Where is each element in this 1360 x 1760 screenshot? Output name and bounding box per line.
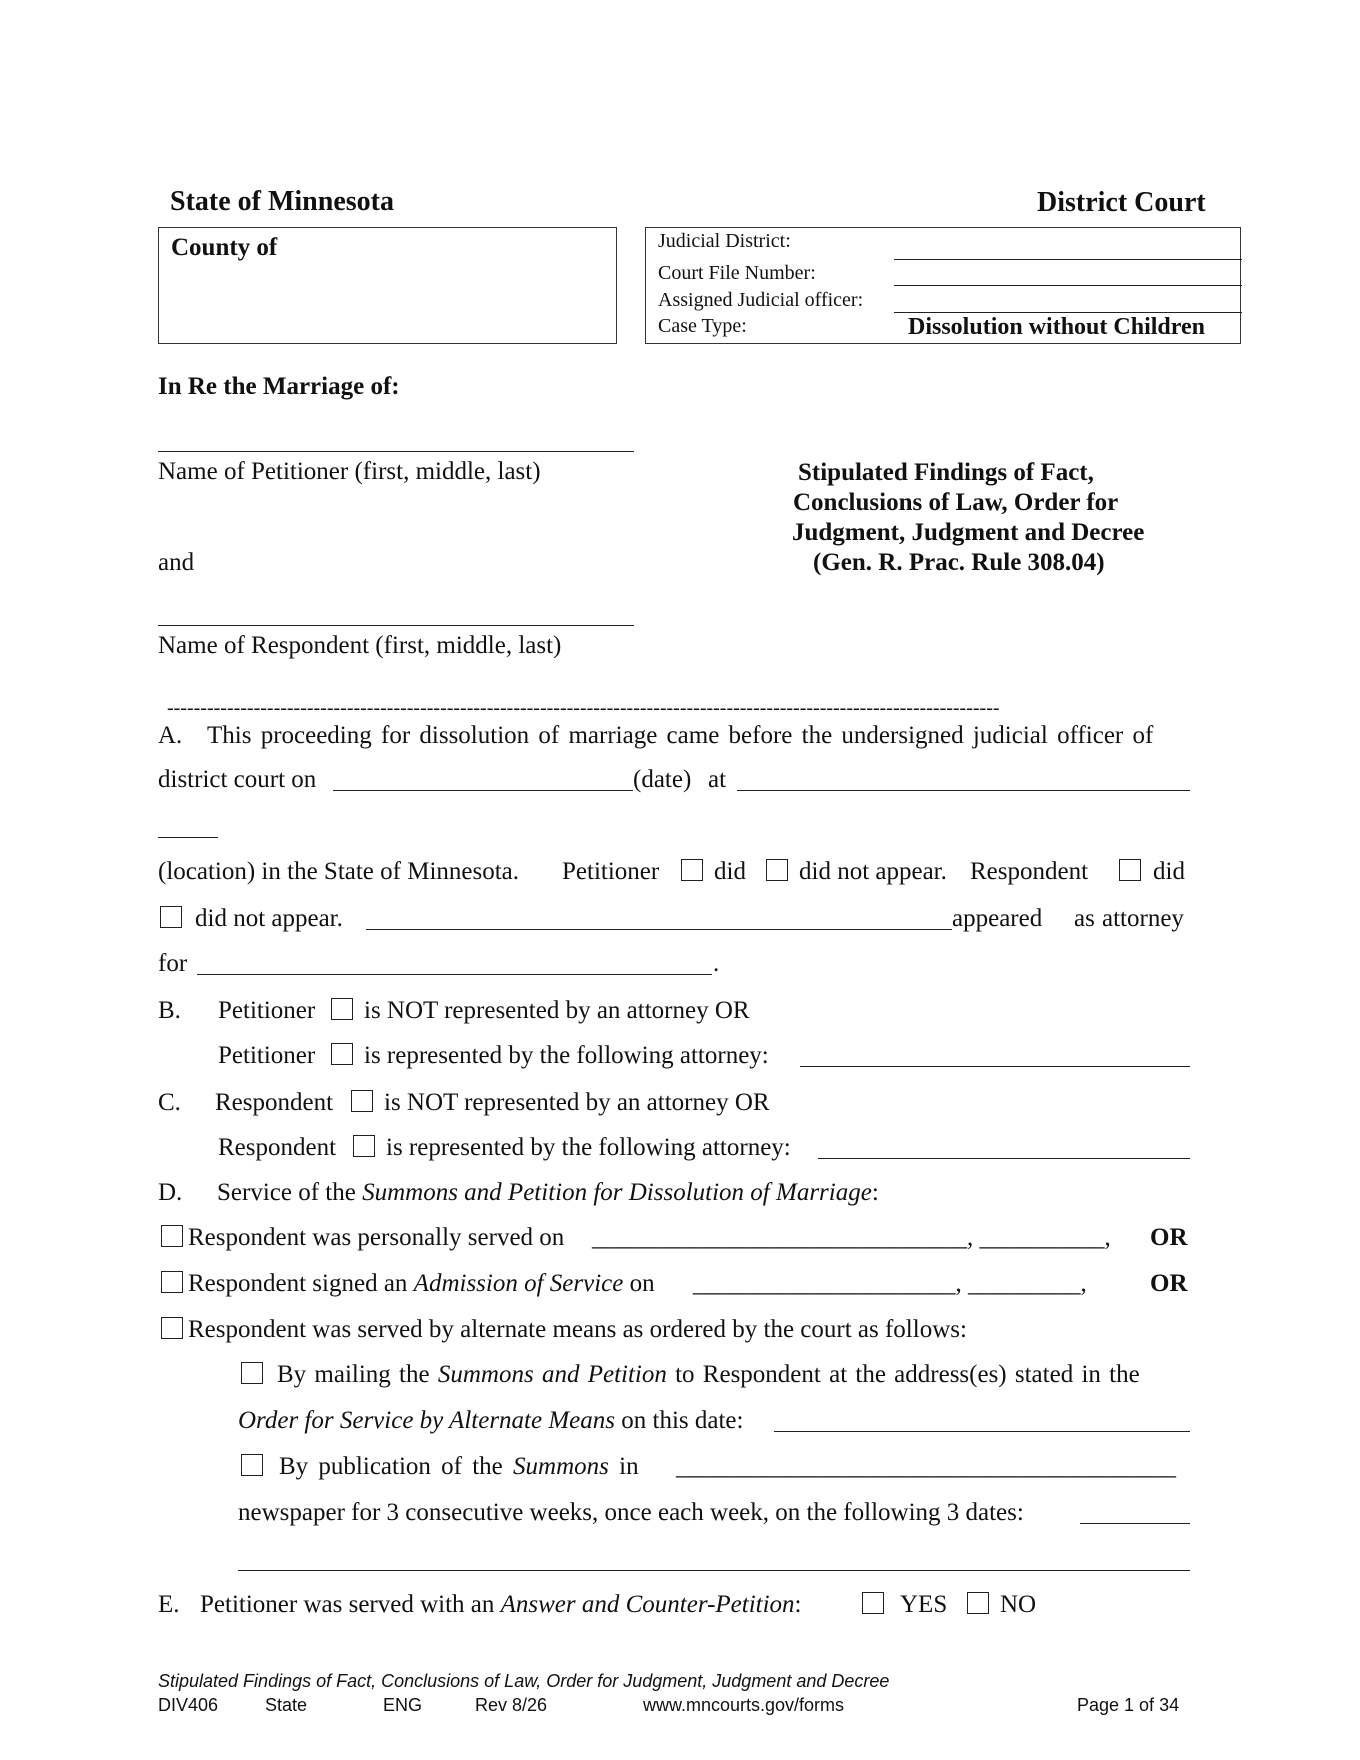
petitioner-name-field[interactable]: [158, 451, 634, 452]
and-text: and: [158, 549, 195, 576]
footer-revision: Rev 8/26: [475, 1695, 548, 1715]
in-re-heading: In Re the Marriage of:: [158, 373, 400, 400]
respondent-name-label: Name of Respondent (first, middle, last): [158, 632, 562, 659]
by-mailing-post: to Respondent at the address(es) stated in the: [675, 1361, 1140, 1388]
section-a-district-court-on: district court on: [158, 766, 317, 793]
section-e-pre: Petitioner was served with an: [200, 1591, 495, 1618]
assigned-officer-field[interactable]: [894, 312, 1242, 313]
petitioner-represented-checkbox[interactable]: [331, 1043, 353, 1065]
answer-yes-checkbox[interactable]: [862, 1592, 884, 1614]
appearing-attorney-field[interactable]: [366, 929, 952, 930]
respondent-represented-label: is represented by the following attorney:: [386, 1134, 791, 1161]
personally-served-checkbox[interactable]: [161, 1225, 183, 1247]
by-publication-checkbox[interactable]: [241, 1454, 263, 1476]
footer-page: Page 1 of 34: [1077, 1695, 1180, 1715]
section-a-appeared: appeared: [952, 905, 1043, 932]
respondent-did-label: did: [1153, 858, 1185, 885]
section-a-location: (location) in the State of Minnesota.: [158, 858, 520, 885]
answer-yes-label: YES: [900, 1591, 948, 1618]
section-a-respondent: Respondent: [970, 858, 1089, 885]
by-mailing-label: [277, 1362, 1140, 1387]
petitioner-did-not-checkbox[interactable]: [766, 859, 788, 881]
admission-label: [188, 1271, 655, 1296]
respondent-attorney-field[interactable]: [818, 1158, 1190, 1159]
doc-title-line1: Stipulated Findings of Fact,: [798, 459, 1094, 486]
hearing-date-field[interactable]: [333, 790, 633, 791]
respondent-not-represented-checkbox[interactable]: [351, 1090, 373, 1112]
section-a-period: .: [713, 950, 720, 977]
publication-dates-field[interactable]: [1080, 1523, 1190, 1524]
footer-url[interactable]: www.mncourts.gov/forms: [643, 1695, 845, 1715]
publication-dates-field-cont[interactable]: [238, 1570, 1190, 1571]
section-a-petitioner: Petitioner: [562, 858, 660, 885]
court-file-number-field[interactable]: [894, 285, 1242, 286]
doc-title-line4: (Gen. R. Prac. Rule 308.04): [813, 549, 1105, 576]
respondent-represented-checkbox[interactable]: [353, 1135, 375, 1157]
footer-form-id: DIV406: [158, 1695, 219, 1715]
section-e-answer-title: Answer and Counter-Petition: [500, 1591, 795, 1618]
mailing-date-field[interactable]: [774, 1431, 1190, 1432]
section-a-at: at: [708, 766, 727, 793]
petitioner-did-label: did: [714, 858, 746, 885]
by-publication-summons-title: Summons: [513, 1453, 609, 1480]
section-a-date-label: (date): [633, 766, 692, 793]
admission-of-service-title: Admission of Service: [413, 1270, 624, 1297]
admission-date-field[interactable]: _____________________, _________,: [693, 1270, 1087, 1297]
petitioner-attorney-field[interactable]: [800, 1066, 1190, 1067]
admission-of-service-checkbox[interactable]: [161, 1271, 183, 1293]
alternate-means-label: Respondent was served by alternate means as ordered by the court as follows:: [188, 1316, 967, 1343]
hearing-location-field[interactable]: [737, 790, 1190, 791]
personally-served-date-field[interactable]: ______________________________, __________,: [592, 1224, 1111, 1251]
judicial-district-label: Judicial District:: [658, 230, 791, 252]
section-a-as: as: [1074, 905, 1095, 932]
order-alternate-means-title: Order for Service by Alternate Means: [238, 1407, 615, 1434]
judicial-district-field[interactable]: [894, 259, 1242, 260]
petitioner-did-not-label: did not appear.: [799, 858, 947, 885]
petitioner-represented-label: is represented by the following attorney:: [364, 1042, 769, 1069]
petitioner-did-checkbox[interactable]: [681, 859, 703, 881]
doc-title-line3: Judgment, Judgment and Decree: [792, 519, 1145, 546]
respondent-did-not-checkbox[interactable]: [160, 906, 182, 928]
section-c-letter: C.: [158, 1089, 181, 1116]
order-line: [238, 1408, 743, 1433]
section-c-respondent: Respondent: [215, 1089, 334, 1116]
case-type-label: Case Type:: [658, 315, 747, 337]
assigned-officer-label: Assigned Judicial officer:: [658, 289, 864, 311]
footer-jurisdiction: State: [265, 1695, 308, 1715]
section-e-text: [200, 1592, 802, 1617]
alternate-means-checkbox[interactable]: [161, 1317, 183, 1339]
section-d-service-of: Service of the: [217, 1179, 356, 1206]
section-a-letter: A.: [158, 722, 183, 749]
section-b-letter: B.: [158, 997, 181, 1024]
personally-served-label: Respondent was personally served on: [188, 1224, 565, 1251]
county-box[interactable]: [158, 227, 617, 344]
section-a-for: for: [158, 950, 188, 977]
by-mailing-checkbox[interactable]: [241, 1362, 263, 1384]
section-d-summons-title: Summons and Petition for Dissolution of Marriage: [362, 1179, 872, 1206]
petitioner-not-represented-label: is NOT represented by an attorney OR: [364, 997, 750, 1024]
doc-title-line2: Conclusions of Law, Order for: [793, 489, 1119, 516]
answer-no-label: NO: [1000, 1591, 1037, 1618]
section-b-petitioner2: Petitioner: [218, 1042, 316, 1069]
hearing-location-field-cont[interactable]: [158, 837, 218, 838]
section-a-line1: This proceeding for dissolution of marriage came before the undersigned judicial officer of: [207, 722, 1154, 749]
case-info-box: [645, 227, 1241, 344]
or-1: OR: [1150, 1224, 1188, 1251]
county-label: County of: [171, 234, 278, 261]
section-d-colon: :: [871, 1179, 879, 1206]
answer-no-checkbox[interactable]: [967, 1592, 989, 1614]
by-mailing-pre: By mailing the: [277, 1361, 430, 1388]
petitioner-name-label: Name of Petitioner (first, middle, last): [158, 458, 541, 485]
newspaper-name-field[interactable]: ________________________________________: [676, 1453, 1176, 1480]
footer-language: ENG: [383, 1695, 423, 1715]
court-heading: District Court: [1037, 187, 1206, 218]
state-heading: State of Minnesota: [170, 186, 394, 217]
by-publication-label: [279, 1454, 639, 1479]
case-type-value: Dissolution without Children: [908, 314, 1205, 340]
separator-line: -----------------------------------------------------------------------------------------------------------------------------: [167, 697, 1000, 719]
section-d-letter: D.: [158, 1179, 183, 1206]
section-d-heading: [217, 1180, 879, 1205]
section-c-respondent2: Respondent: [218, 1134, 337, 1161]
or-2: OR: [1150, 1270, 1188, 1297]
respondent-did-not-label: did not appear.: [195, 905, 343, 932]
order-on-this-date: on this date:: [621, 1407, 744, 1434]
section-a-attorney: attorney: [1102, 905, 1184, 932]
section-e-letter: E.: [158, 1591, 180, 1618]
respondent-name-field[interactable]: [158, 625, 634, 626]
admission-on-text: on: [629, 1270, 655, 1297]
admission-signed-text: Respondent signed an: [188, 1270, 408, 1297]
newspaper-label: newspaper for 3 consecutive weeks, once each week, on the following 3 dates:: [238, 1499, 1024, 1526]
section-b-petitioner: Petitioner: [218, 997, 316, 1024]
footer-title: Stipulated Findings of Fact, Conclusions of Law, Order for Judgment, Judgment and Decree: [158, 1671, 890, 1691]
by-publication-in: in: [619, 1453, 639, 1480]
court-file-number-label: Court File Number:: [658, 262, 816, 284]
attorney-for-field[interactable]: [197, 974, 712, 975]
by-publication-pre: By publication of the: [279, 1453, 503, 1480]
petitioner-not-represented-checkbox[interactable]: [331, 998, 353, 1020]
respondent-not-represented-label: is NOT represented by an attorney OR: [384, 1089, 770, 1116]
by-mailing-summons-title: Summons and Petition: [437, 1361, 667, 1388]
respondent-did-checkbox[interactable]: [1119, 859, 1141, 881]
section-e-colon: :: [794, 1591, 802, 1618]
